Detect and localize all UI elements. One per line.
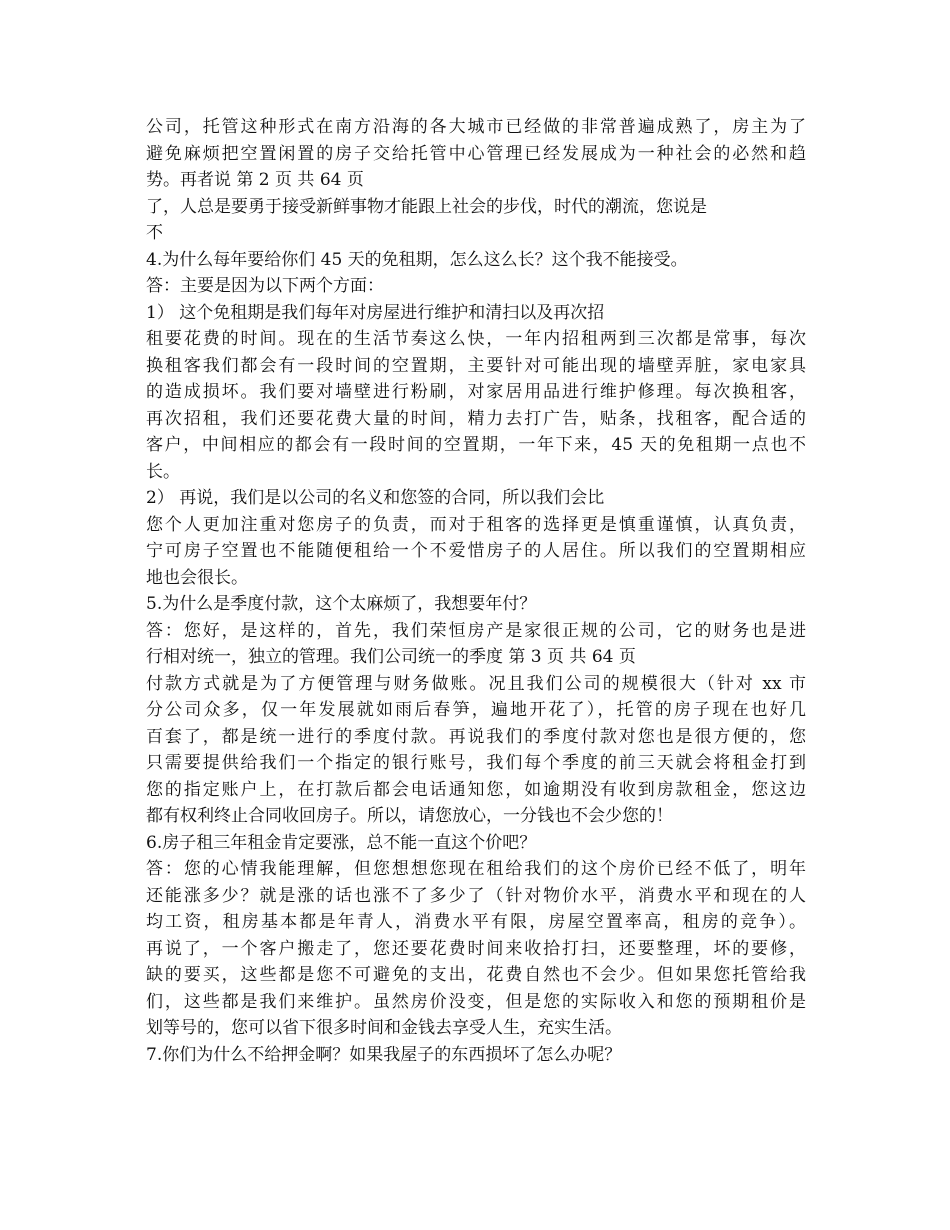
text-line: 宁可房子空置也不能随便租给一个不爱惜房子的人居住。所以我们的空置期相应 — [146, 541, 806, 561]
text-line: 行相对统一，独立的管理。我们公司统一的季度 第 3 页 共 64 页 — [146, 647, 636, 667]
text-line: 换租客我们都会有一段时间的空置期，主要针对可能出现的墙壁弄脏，家电家具 — [146, 355, 806, 376]
text-line: 避免麻烦把空置闲置的房子交给托管中心管理已经发展成为一种社会的必然和趋 — [146, 143, 806, 164]
text-line: 租要花费的时间。现在的生活节奏这么快，一年内招租两到三次都是常事，每次 — [146, 329, 806, 349]
text-line: 答：您的心情我能理解，但您想想您现在租给我们的这个房价已经不低了，明年 — [146, 859, 806, 879]
text-line: 只需要提供给我们一个指定的银行账号，我们每个季度的前三天就会将租金打到 — [146, 753, 806, 773]
text-line: 划等号的，您可以省下很多时间和金钱去享受人生，充实生活。 — [146, 1018, 622, 1038]
text-line: 1） 这个免租期是我们每年对房屋进行维护和清扫以及再次招 — [146, 302, 605, 323]
text-line: 7.你们为什么不给押金啊？如果我屋子的东西损坏了怎么办呢？ — [146, 1044, 622, 1065]
text-line: 均工资，租房基本都是年青人，消费水平有限，房屋空置率高，租房的竞争）。 — [146, 912, 806, 932]
text-line: 的造成损坏。我们要对墙壁进行粉刷，对家居用品进行维护修理。每次换租客， — [146, 382, 806, 402]
text-line: 5.为什么是季度付款，这个太麻烦了，我想要年付？ — [146, 594, 537, 614]
text-line: 们，这些都是我们来维护。虽然房价没变，但是您的实际收入和您的预期租价是 — [146, 991, 806, 1012]
text-line: 都有权利终止合同收回房子。所以，请您放心，一分钱也不会少您的！ — [146, 806, 673, 826]
text-line: 还能涨多少？就是涨的话也涨不了多少了（针对物价水平，消费水平和现在的人 — [146, 885, 806, 906]
text-line: 地也会很长。 — [146, 567, 248, 588]
text-line: 您的指定账户上，在打款后都会电话通知您，如逾期没有收到房款租金，您这边 — [146, 779, 806, 800]
text-line: 长。 — [146, 461, 180, 482]
text-line: 不 — [146, 223, 163, 243]
text-line: 了，人总是要勇于接受新鲜事物才能跟上社会的步伐，时代的潮流，您说是 — [146, 196, 707, 217]
text-line: 客户，中间相应的都会有一段时间的空置期，一年下来，45 天的免租期一点也不 — [146, 435, 806, 455]
text-line: 公司，托管这种形式在南方沿海的各大城市已经做的非常普遍成熟了，房主为了 — [146, 117, 806, 137]
text-line: 答：主要是因为以下两个方面： — [146, 276, 384, 296]
text-line: 答：您好，是这样的，首先，我们荣恒房产是家很正规的公司，它的财务也是进 — [146, 620, 806, 641]
text-line: 您个人更加注重对您房子的负责，而对于租客的选择更是慎重谨慎，认真负责， — [146, 514, 806, 535]
text-line: 6.房子租三年租金肯定要涨，总不能一直这个价吧？ — [146, 832, 537, 853]
text-line: 缺的要买，这些都是您不可避免的支出，花费自然也不会少。但如果您托管给我 — [146, 965, 806, 985]
text-line: 再说了，一个客户搬走了，您还要花费时间来收拾打扫，还要整理，坏的要修， — [146, 938, 806, 959]
document-body — [146, 114, 806, 1068]
text-line: 再次招租，我们还要花费大量的时间，精力去打广告，贴条，找租客，配合适的 — [146, 408, 806, 429]
text-line: 4.为什么每年要给你们 45 天的免租期，怎么这么长？这个我不能接受。 — [146, 249, 688, 270]
text-line: 百套了，都是统一进行的季度付款。再说我们的季度付款对您也是很方便的，您 — [146, 726, 806, 747]
text-line: 2） 再说，我们是以公司的名义和您签的合同，所以我们会比 — [146, 488, 605, 508]
text-line: 付款方式就是为了方便管理与财务做账。况且我们公司的规模很大（针对 xx 市 — [146, 673, 806, 694]
text-line: 势。再者说 第 2 页 共 64 页 — [146, 170, 364, 190]
text-line: 分公司众多，仅一年发展就如雨后春笋，遍地开花了），托管的房子现在也好几 — [146, 700, 806, 720]
